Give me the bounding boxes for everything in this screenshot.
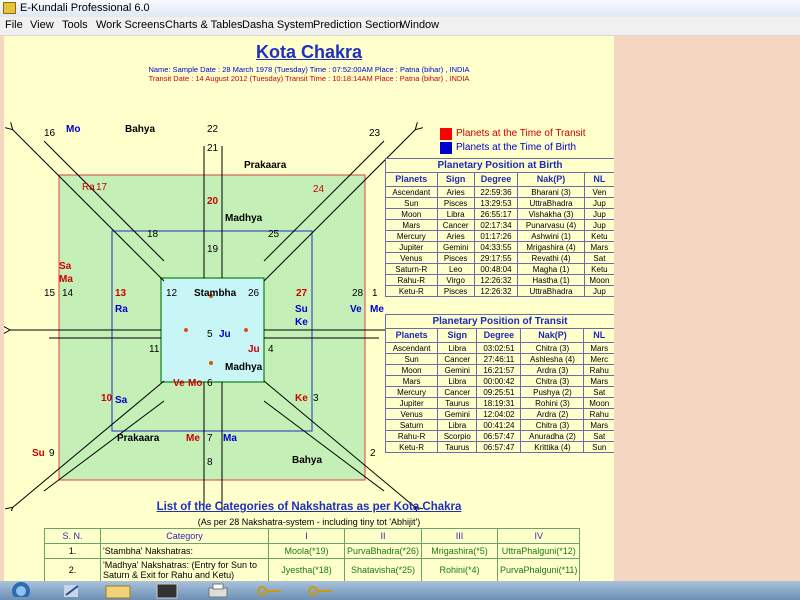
table-cell: Taurus (438, 398, 477, 409)
table-cell: 12:26:32 (474, 275, 518, 286)
table-cell: 06:57:47 (477, 431, 521, 442)
categories-title: List of the Categories of Nakshatras as per Kota Chakra (156, 501, 462, 513)
table-cell: 1. (45, 544, 101, 559)
table-cell: Mars (386, 376, 438, 387)
terminal-icon[interactable] (155, 583, 179, 599)
table-cell: Pisces (437, 198, 474, 209)
column-header: Sign (438, 329, 477, 343)
key-icon[interactable] (306, 583, 336, 599)
table-cell: Mars (584, 376, 614, 387)
column-header: IV (498, 529, 580, 544)
zone-bahya-top: Bahya (125, 124, 156, 135)
table-cell: 09:25:51 (477, 387, 521, 398)
nak-number: 1 (372, 288, 378, 299)
table-cell: Gemini (437, 242, 474, 253)
table-cell: Jupiter (386, 398, 438, 409)
table-cell: UttraBhadra (518, 286, 585, 297)
nak-number: 2 (370, 448, 376, 459)
table-row (386, 198, 615, 209)
nak-number: 12 (166, 288, 178, 299)
planet-ve-transit: Ve (173, 378, 185, 389)
column-header: Planets (386, 173, 438, 187)
nak-number: 14 (62, 288, 74, 299)
folder-icon[interactable] (104, 583, 134, 599)
table-cell: Gemini (438, 365, 477, 376)
table-cell: Libra (438, 420, 477, 431)
planet-ma-birth: Ma (223, 433, 237, 444)
table-row (386, 231, 615, 242)
table-cell: Rahu (584, 409, 614, 420)
planet-dot (209, 361, 213, 365)
column-header: I (269, 529, 345, 544)
app-tool-icon[interactable] (62, 583, 84, 599)
table-cell: Cancer (438, 387, 477, 398)
table-row (386, 387, 615, 398)
nak-number: 8 (207, 457, 213, 468)
planet-me-birth: Me (370, 304, 384, 315)
window-title: E-Kundali Professional 6.0 (20, 2, 150, 14)
table-row (386, 220, 615, 231)
categories-subtitle: (As per 28 Nakshatra-system - including tiny tot 'Abhijit') (197, 517, 421, 527)
nak-number: 3 (313, 393, 319, 404)
zone-stambha: Stambha (194, 288, 237, 299)
nak-number: 22 (207, 124, 219, 135)
table-cell: Mars (584, 242, 614, 253)
table-cell: 12:26:32 (474, 286, 518, 297)
table-cell: Jup (584, 209, 614, 220)
table-cell: Punarvasu (4) (518, 220, 585, 231)
table-cell: Mars (584, 420, 614, 431)
transit-details: Transit Date : 14 August 2012 (Tuesday) Transit Time : 10:18:14AM Place : Patna (bihar) , INDIA (148, 74, 470, 83)
table-cell: Cancer (438, 354, 477, 365)
table-cell: Chitra (3) (521, 376, 584, 387)
table-cell: Ketu (584, 231, 614, 242)
table-cell: Leo (437, 264, 474, 275)
table-cell: Sat (584, 431, 614, 442)
legend-birth-swatch (440, 142, 452, 154)
table-cell: Pushya (2) (521, 387, 584, 398)
table-cell: Magha (1) (518, 264, 585, 275)
table-cell: Jup (584, 220, 614, 231)
table-cell: Jyestha(*18) (269, 559, 345, 582)
taskbar (0, 581, 800, 600)
nak-number: 26 (248, 288, 260, 299)
table-row (386, 442, 615, 453)
table-cell: Taurus (438, 442, 477, 453)
nak-number: 9 (49, 448, 55, 459)
table-cell: UttraBhadra (518, 198, 585, 209)
nak-number: 6 (207, 378, 213, 389)
table-cell: Rohini(*4) (422, 559, 498, 582)
column-header: Degree (477, 329, 521, 343)
table-cell: Ketu-R (386, 442, 438, 453)
table-cell: Hastha (1) (518, 275, 585, 286)
column-header: S. N. (45, 529, 101, 544)
birth-table-title: Planetary Position at Birth (385, 158, 614, 172)
table-cell: Pisces (437, 253, 474, 264)
planet-dot (244, 328, 248, 332)
column-header: Planets (386, 329, 438, 343)
table-cell: Krittika (4) (521, 442, 584, 453)
printer-icon[interactable] (206, 583, 230, 599)
transit-table-title: Planetary Position of Transit (385, 314, 614, 328)
table-cell: Revathi (4) (518, 253, 585, 264)
app-icon (3, 2, 16, 14)
table-cell: 26:55:17 (474, 209, 518, 220)
planet-ju-birth: Ju (219, 329, 231, 340)
planet-ra-transit: Ra (82, 182, 95, 193)
table-cell: Vishakha (3) (518, 209, 585, 220)
table-cell: Scorpio (438, 431, 477, 442)
table-cell: 'Stambha' Nakshatras: (101, 544, 269, 559)
table-cell: Rahu-R (386, 275, 438, 286)
table-cell: Rohini (3) (521, 398, 584, 409)
column-header: III (422, 529, 498, 544)
page-heading: Kota Chakra (255, 42, 363, 62)
table-cell: Ashwini (1) (518, 231, 585, 242)
menu-view[interactable]: View (30, 19, 54, 31)
menu-tools[interactable]: Tools (62, 19, 88, 31)
table-cell: Bharani (3) (518, 187, 585, 198)
table-cell: 27:46:11 (477, 354, 521, 365)
table-cell: Chitra (3) (521, 420, 584, 431)
planet-sa-birth: Sa (115, 395, 128, 406)
planet-su-transit: Su (295, 304, 308, 315)
zone-prakaara-bottom: Prakaara (117, 433, 160, 444)
column-header: II (345, 529, 422, 544)
table-cell: Jupiter (386, 242, 438, 253)
zone-madhya-top: Madhya (225, 213, 263, 224)
table-cell: Jup (584, 198, 614, 209)
table-cell: Mars (584, 343, 614, 354)
empty-side-pane (614, 36, 800, 581)
table-cell: Moon (584, 275, 614, 286)
table-row (386, 286, 615, 297)
table-cell: Ascendant (386, 343, 438, 354)
table-cell: Saturn (386, 420, 438, 431)
table-cell: 13:29:53 (474, 198, 518, 209)
table-row (45, 559, 580, 582)
table-cell: 16:21:57 (477, 365, 521, 376)
start-orb-icon[interactable] (6, 581, 36, 597)
table-cell: Chitra (3) (521, 343, 584, 354)
table-cell: 02:17:34 (474, 220, 518, 231)
nak-number: 25 (268, 229, 280, 240)
table-cell: 06:57:47 (477, 442, 521, 453)
table-cell: 03:02:51 (477, 343, 521, 354)
table-row (45, 544, 580, 559)
nak-number: 7 (207, 433, 213, 444)
table-cell: Ketu (584, 264, 614, 275)
table-row (386, 376, 615, 387)
nak-number: 15 (44, 288, 56, 299)
table-cell: UttraPhalguni(*12) (498, 544, 580, 559)
table-row (386, 275, 615, 286)
table-cell: 00:00:42 (477, 376, 521, 387)
table-cell: Aries (437, 187, 474, 198)
table-cell: 01:17:26 (474, 231, 518, 242)
nak-number: 5 (207, 329, 213, 340)
table-cell: Ascendant (386, 187, 438, 198)
menu-work-screens[interactable]: Work Screens (96, 19, 165, 31)
table-cell: 04:33:55 (474, 242, 518, 253)
table-row (386, 187, 615, 198)
table-cell: Mrigashira(*5) (422, 544, 498, 559)
nak-number: 20 (207, 196, 219, 207)
menu-prediction-section[interactable]: Prediction Section (313, 19, 402, 31)
categories-table (44, 528, 580, 581)
nak-number: 16 (44, 128, 56, 139)
nak-number: 24 (313, 184, 325, 195)
table-cell: Jup (584, 286, 614, 297)
table-cell: Moon (584, 398, 614, 409)
table-cell: Saturn-R (386, 264, 438, 275)
table-row (386, 365, 615, 376)
nak-number: 28 (352, 288, 364, 299)
column-header: Nak(P) (521, 329, 584, 343)
nak-number: 27 (296, 288, 308, 299)
table-cell: Libra (438, 376, 477, 387)
planet-ju-transit: Ju (248, 344, 260, 355)
planet-dot (184, 328, 188, 332)
planet-ra-birth: Ra (115, 304, 128, 315)
table-cell: Rahu-R (386, 431, 438, 442)
table-cell: Sat (584, 253, 614, 264)
table-cell: PurvaPhalguni(*11) (498, 559, 580, 582)
planet-me-transit: Me (186, 433, 200, 444)
table-cell: 'Madhya' Nakshatras: (Entry for Sun to Saturn & Exit for Rahu and Ketu) (101, 559, 269, 582)
table-cell: 18:19:31 (477, 398, 521, 409)
table-cell: Mrigashira (4) (518, 242, 585, 253)
table-cell: 00:48:04 (474, 264, 518, 275)
nak-number: 23 (369, 128, 381, 139)
planet-mo-birth: Mo (66, 124, 81, 135)
table-row (386, 343, 615, 354)
table-row (386, 242, 615, 253)
planet-mo-transit: Mo (188, 378, 203, 389)
menu-window[interactable]: Window (400, 19, 440, 31)
table-row (386, 354, 615, 365)
table-row (386, 409, 615, 420)
table-cell: Ketu-R (386, 286, 438, 297)
table-cell: Moon (386, 209, 438, 220)
table-cell: 2. (45, 559, 101, 582)
table-cell: Venus (386, 409, 438, 420)
planet-sa-transit: Sa (59, 261, 72, 272)
planet-ke-transit: Ke (295, 317, 308, 328)
column-header: NL (584, 329, 614, 343)
table-cell: Mercury (386, 387, 438, 398)
zone-bahya-bottom: Bahya (292, 455, 323, 466)
key-icon[interactable] (255, 583, 285, 599)
nak-number: 18 (147, 229, 159, 240)
table-cell: Ardra (2) (521, 409, 584, 420)
nak-number: 21 (207, 143, 219, 154)
table-row (386, 209, 615, 220)
nak-number: 10 (101, 393, 113, 404)
transit-position-table (385, 314, 614, 453)
nak-number: 17 (96, 182, 108, 193)
table-row (386, 420, 615, 431)
menu-charts-tables[interactable]: Charts & Tables (165, 19, 243, 31)
legend-birth-label: Planets at the Time of Birth (456, 142, 577, 153)
column-header: Category (101, 529, 269, 544)
table-row (386, 253, 615, 264)
table-row (386, 431, 615, 442)
column-header: Nak(P) (518, 173, 585, 187)
nak-number: 13 (115, 288, 127, 299)
table-cell: Libra (437, 209, 474, 220)
table-cell: Libra (438, 343, 477, 354)
table-cell: PurvaBhadra(*26) (345, 544, 422, 559)
menu-dasha-system[interactable]: Dasha System (242, 19, 314, 31)
table-cell: Ashlesha (4) (521, 354, 584, 365)
birth-position-table (385, 158, 614, 297)
planet-ve-birth: Ve (350, 304, 362, 315)
table-cell: Cancer (437, 220, 474, 231)
table-cell: Mercury (386, 231, 438, 242)
table-cell: 00:41:24 (477, 420, 521, 431)
column-header: Sign (437, 173, 474, 187)
table-cell: Moon (386, 365, 438, 376)
table-cell: Anuradha (2) (521, 431, 584, 442)
table-cell: 29:17:55 (474, 253, 518, 264)
menu-bar (0, 17, 800, 36)
column-header: NL (584, 173, 614, 187)
table-row (386, 264, 615, 275)
zone-madhya-bottom: Madhya (225, 362, 263, 373)
planet-su-birth: Su (32, 448, 45, 459)
table-cell: Venus (386, 253, 438, 264)
table-cell: Ardra (3) (521, 365, 584, 376)
planet-ma-transit: Ma (59, 274, 73, 285)
birth-details: Name: Sample Date : 28 March 1978 (Tuesday) Time : 07:52:00AM Place : Patna (bihar) , INDIA (148, 65, 470, 74)
column-header: Degree (474, 173, 518, 187)
title-bar (0, 0, 800, 18)
table-cell: Aries (437, 231, 474, 242)
table-cell: Ven (584, 187, 614, 198)
table-row (386, 398, 615, 409)
nak-number: 11 (149, 344, 160, 355)
table-cell: 22:59:36 (474, 187, 518, 198)
table-cell: Sat (584, 387, 614, 398)
planet-ke-birth: Ke (295, 393, 308, 404)
table-cell: Rahu (584, 365, 614, 376)
legend-transit-label: Planets at the Time of Transit (456, 128, 586, 139)
table-cell: Sun (386, 198, 438, 209)
menu-file[interactable]: File (5, 19, 23, 31)
nak-number: 19 (207, 244, 219, 255)
table-cell: Moola(*19) (269, 544, 345, 559)
nak-number: 4 (268, 344, 274, 355)
table-cell: Sun (386, 354, 438, 365)
legend-transit-swatch (440, 128, 452, 140)
table-cell: Sun (584, 442, 614, 453)
table-cell: 12:04:02 (477, 409, 521, 420)
table-cell: Shatavisha(*25) (345, 559, 422, 582)
kota-chakra-workspace (4, 36, 614, 581)
table-cell: Virgo (437, 275, 474, 286)
table-cell: Pisces (437, 286, 474, 297)
zone-prakaara-top: Prakaara (244, 160, 287, 171)
table-cell: Mars (386, 220, 438, 231)
table-cell: Gemini (438, 409, 477, 420)
table-cell: Merc (584, 354, 614, 365)
